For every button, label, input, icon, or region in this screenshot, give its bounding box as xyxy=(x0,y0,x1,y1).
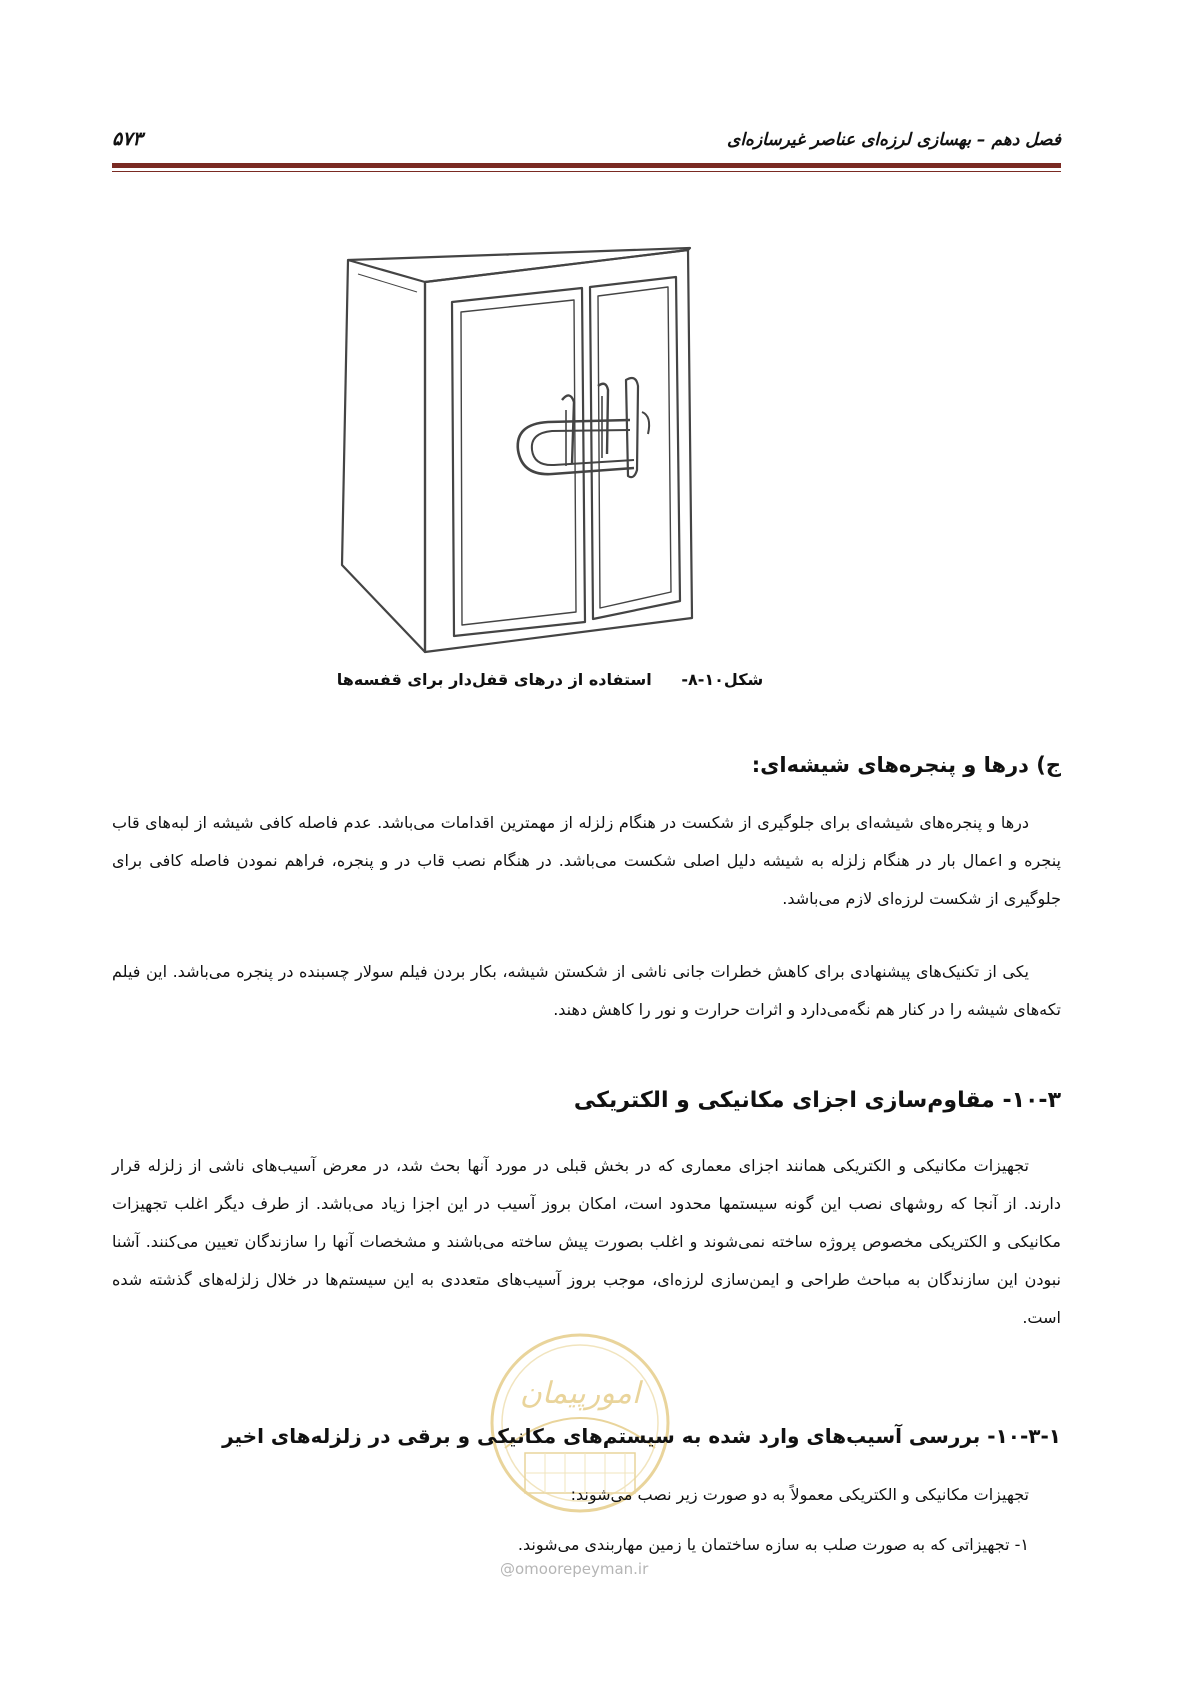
header-rule-thick xyxy=(112,163,1061,168)
paragraph-10-3-1: تجهیزات مکانیکی و الکتریکی معمولاً به دو صورت زیر نصب می‌شوند: xyxy=(570,1485,1029,1504)
watermark-logo-text: امورپیمان xyxy=(519,1376,641,1411)
watermark-url: @omoorepeyman.ir xyxy=(500,1560,649,1578)
section-heading-10-3: ۱۰-۳- مقاوم‌سازی اجزای مکانیکی و الکتریکی xyxy=(573,1088,1061,1113)
page-number: ۵۷۳ xyxy=(112,128,143,150)
paragraph-glass-1: درها و پنجره‌های شیشه‌ای برای جلوگیری از شکست در هنگام زلزله از مهمترین اقدامات می‌باشد. عدم فاصله کافی شیشه از لبه‌های قاب پنجره و اعمال بار در هنگام زلزله به شیشه دلیل اصلی شکست می‌باشد. در هنگام نصب قاب در و پنجره، فراهم نمودن فاصله کافی برای جلوگیری از شکست لرزه‌ای لازم می‌باشد. xyxy=(112,813,1061,908)
header-rule-thin xyxy=(112,171,1061,172)
figure-caption xyxy=(300,670,800,689)
subsection-heading-glass: ج) درها و پنجره‌های شیشه‌ای: xyxy=(751,753,1061,777)
list-item-1: ۱- تجهیزاتی که به صورت صلب به سازه ساختمان یا زمین مهاربندی می‌شوند. xyxy=(517,1535,1029,1554)
section-heading-10-3-1: ۱۰-۳-۱- بررسی آسیب‌های وارد شده به سیستم‌های مکانیکی و برقی در زلزله‌های اخیر xyxy=(222,1424,1061,1448)
figure-caption-text: استفاده از درهای قفل‌دار برای قفسه‌ها xyxy=(336,670,652,689)
running-header-title: فصل دهم – بهسازی لرزه‌ای عناصر غیرسازه‌ای xyxy=(727,130,1061,150)
figure-caption-number: شکل۱۰-۸- xyxy=(681,670,764,689)
cabinet-illustration xyxy=(330,240,770,660)
paragraph-10-3: تجهیزات مکانیکی و الکتریکی همانند اجزای معماری که در بخش قبلی در مورد آنها بحث شد، در معرض آسیب‌های ناشی از زلزله قرار دارند. از آنجا که روشهای نصب این گونه سیستمها محدود است، امکان بروز آسیب در این اجزا زیاد می‌باشد. از طرف دیگر اغلب تجهیزات مکانیکی و الکتریکی مخصوص پروژه ساخته نمی‌شوند و اغلب بصورت پیش ساخته می‌باشند و مشخصات آنها را سازندگان تعیین می‌کنند. آشنا نبودن این سازندگان به مباحث طراحی و ایمن‌سازی لرزه‌ای، موجب بروز آسیب‌های متعددی به این سیستم‌ها در خلال زلزله‌های گذشته شده است. xyxy=(112,1156,1061,1327)
paragraph-glass-2: یکی از تکنیک‌های پیشنهادی برای کاهش خطرات جانی ناشی از شکستن شیشه، بکار بردن فیلم سولار چسبنده در پنجره می‌باشد. این فیلم تکه‌های شیشه را در کنار هم نگه‌می‌دارد و اثرات حرارت و نور را کاهش دهند. xyxy=(112,962,1061,1019)
